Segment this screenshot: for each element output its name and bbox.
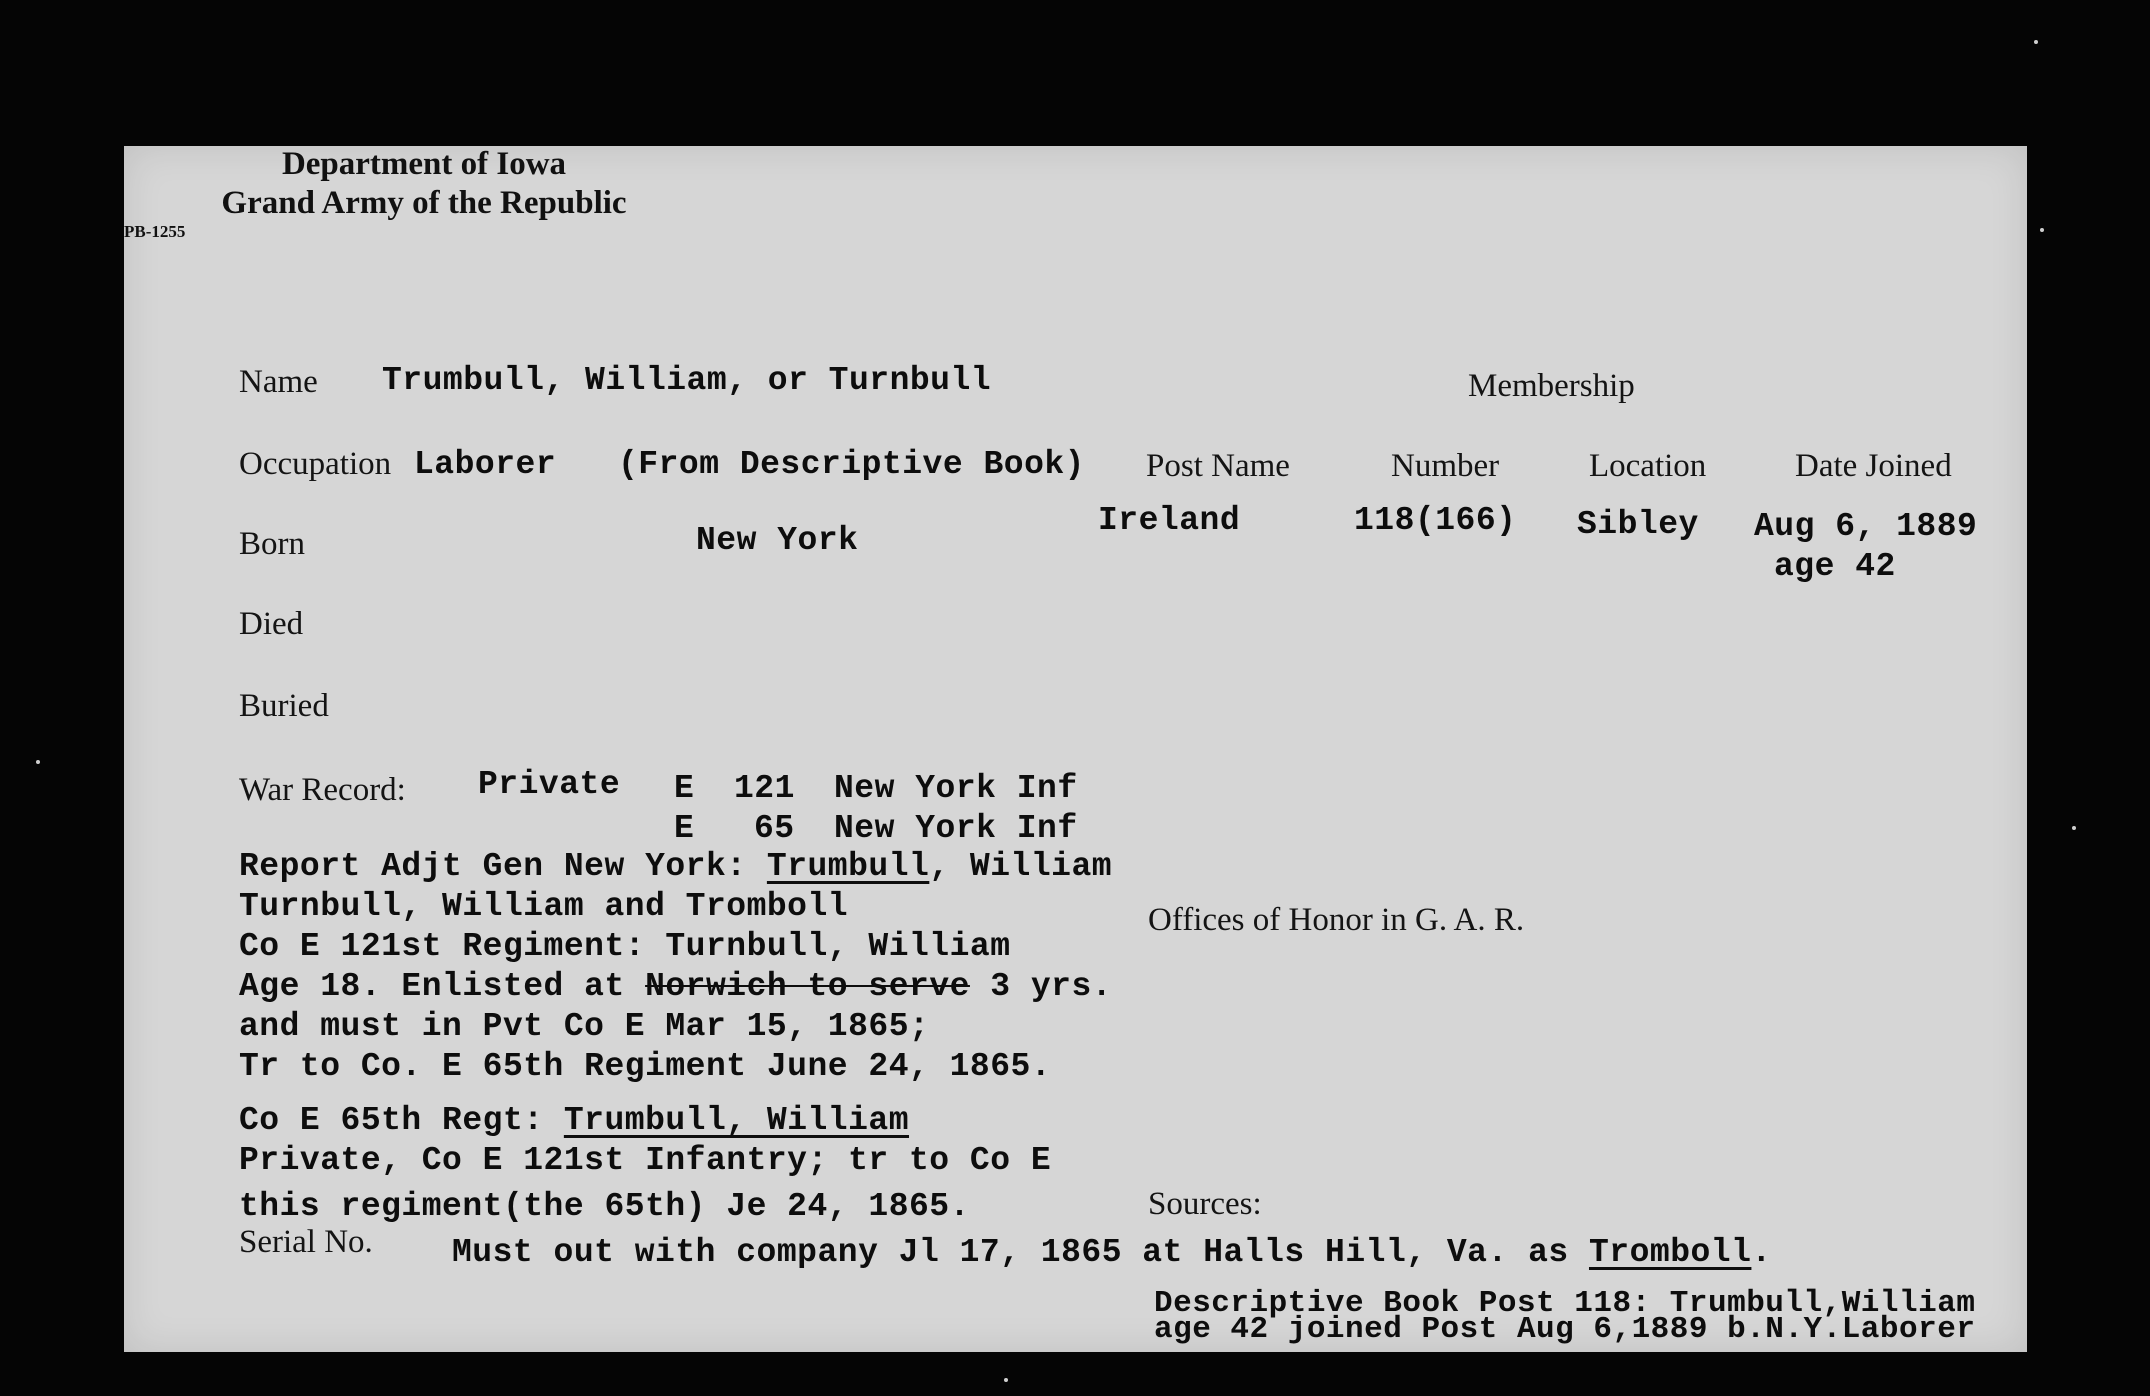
membership-label: Membership xyxy=(1468,368,1635,404)
background-speck xyxy=(2072,826,2076,830)
note-line-4-c: 3 yrs. xyxy=(969,968,1113,1005)
organization-title: Grand Army of the Republic xyxy=(221,185,627,221)
number-value: 118(166) xyxy=(1354,502,1517,539)
name-label: Name xyxy=(239,364,318,400)
grave-registration-card xyxy=(124,146,2027,1352)
note-line-4-b: Norwich to serve xyxy=(645,968,970,1005)
sources-label: Sources: xyxy=(1148,1186,1262,1222)
occupation-value: Laborer xyxy=(414,446,557,483)
note-line-3: Co E 121st Regiment: Turnbull, William xyxy=(239,928,1011,965)
born-value: New York xyxy=(696,522,859,559)
serial-no-label: Serial No. xyxy=(239,1224,373,1260)
note-line-7-prefix: Co E 65th Regt: xyxy=(239,1102,564,1139)
post-name-label: Post Name xyxy=(1146,448,1290,484)
number-label: Number xyxy=(1391,448,1500,484)
note-line-5: and must in Pvt Co E Mar 15, 1865; xyxy=(239,1008,930,1045)
card-header xyxy=(124,146,724,222)
report-name: Trumbull xyxy=(766,848,930,885)
born-label: Born xyxy=(239,526,305,562)
location-label: Location xyxy=(1589,448,1707,484)
died-label: Died xyxy=(239,606,304,642)
form-number: PB-1255 xyxy=(124,222,186,241)
background-speck xyxy=(2034,40,2038,44)
background-speck xyxy=(2040,228,2044,232)
post-name-value: Ireland xyxy=(1098,502,1241,539)
unit-2-state: New York Inf xyxy=(834,810,1078,847)
note-line-10 xyxy=(452,1234,1772,1271)
note-line-10-c: . xyxy=(1751,1234,1772,1271)
unit-1-state: New York Inf xyxy=(834,770,1078,807)
buried-label: Buried xyxy=(239,688,329,724)
unit-1-regiment: 121 xyxy=(734,770,795,807)
note-line-9: this regiment(the 65th) Je 24, 1865. xyxy=(239,1188,970,1225)
war-record-rank: Private xyxy=(478,766,621,803)
war-record-label: War Record: xyxy=(239,772,406,808)
report-line xyxy=(239,848,1112,885)
source-line-2: age 42 joined Post Aug 6,1889 b.N.Y.Laborer xyxy=(1154,1312,1976,1347)
note-line-7-name: Trumbull, William xyxy=(563,1102,910,1139)
note-line-2: Turnbull, William and Tromboll xyxy=(239,888,849,925)
date-joined-value: Aug 6, 1889 xyxy=(1754,508,1978,545)
background-speck xyxy=(36,760,40,764)
note-line-4-a: Age 18. Enlisted at xyxy=(239,968,646,1005)
note-line-10-a: Must out with company Jl 17, 1865 at Halls Hill, Va. as xyxy=(452,1234,1589,1271)
date-joined-label: Date Joined xyxy=(1795,448,1952,484)
note-line-10-name: Tromboll xyxy=(1588,1234,1752,1271)
report-rest: , William xyxy=(929,848,1113,885)
unit-1-company: E xyxy=(674,770,695,807)
occupation-source: (From Descriptive Book) xyxy=(618,446,1085,483)
location-value: Sibley xyxy=(1577,506,1699,543)
note-line-4 xyxy=(239,968,1112,1005)
offices-of-honor-label: Offices of Honor in G. A. R. xyxy=(1148,902,1525,938)
note-line-8: Private, Co E 121st Infantry; tr to Co E xyxy=(239,1142,1052,1179)
background-speck xyxy=(1004,1378,1008,1382)
note-line-7 xyxy=(239,1102,909,1139)
age-joined-value: age 42 xyxy=(1774,548,1896,585)
department-title: Department of Iowa xyxy=(281,146,567,182)
source-line-1: Descriptive Book Post 118: Trumbull,William xyxy=(1154,1286,1976,1321)
occupation-label: Occupation xyxy=(239,446,392,482)
unit-2-regiment: 65 xyxy=(754,810,795,847)
unit-2-company: E xyxy=(674,810,695,847)
report-prefix: Report Adjt Gen New York: xyxy=(239,848,767,885)
name-value: Trumbull, William, or Turnbull xyxy=(382,362,992,399)
note-line-6: Tr to Co. E 65th Regiment June 24, 1865. xyxy=(239,1048,1052,1085)
